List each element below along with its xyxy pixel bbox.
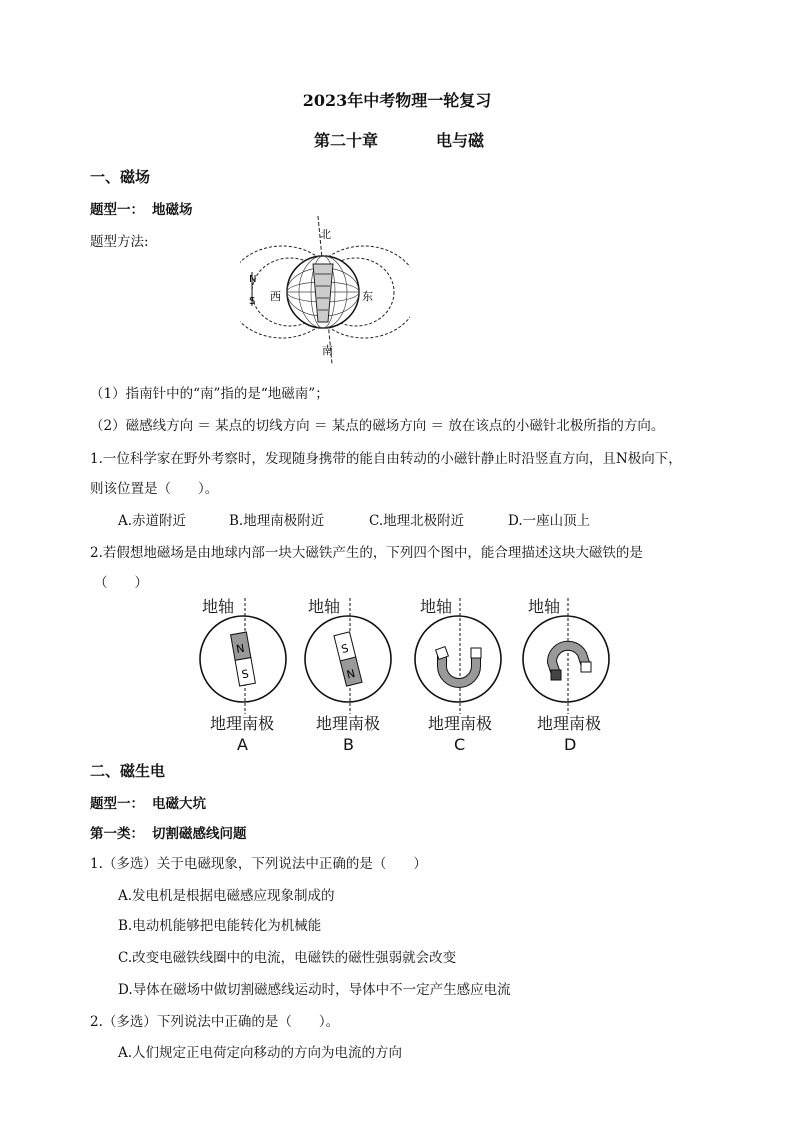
east-label: 东	[362, 290, 373, 303]
type-name: 地磁场	[152, 202, 193, 218]
pole-label-a: 地理南极	[210, 714, 275, 733]
south-label: 南	[322, 344, 333, 357]
chapter-title	[314, 128, 484, 151]
q2-line1: 2.若假想地磁场是由地球内部一块大磁铁产生的，下列四个图中，能合理描述这块大磁铁的是	[90, 545, 643, 561]
section2-heading: 二、磁生电	[90, 762, 166, 780]
q1-option-c: C.地理北极附近	[369, 513, 465, 529]
magnet-b-south: S	[340, 641, 350, 657]
q1-option-a: A.赤道附近	[118, 513, 187, 529]
compass-n-label: N	[249, 274, 257, 285]
letter-a: A	[237, 735, 248, 754]
geomagnetic-field-figure	[240, 214, 410, 374]
document-title: 2023年中考物理一轮复习	[302, 91, 492, 110]
magnet-a-south: S	[240, 667, 250, 682]
s2-q1-option-c: C.改变电磁铁线圈中的电流，电磁铁的磁性强弱就会改变	[118, 950, 457, 966]
method-label: 题型方法:	[90, 234, 149, 250]
type-label: 题型一：	[90, 202, 144, 218]
axis-label-b: 地轴	[308, 597, 341, 616]
question-type-heading	[90, 198, 193, 218]
letter-c: C	[454, 735, 466, 754]
q2-line2: （ ）	[94, 575, 148, 591]
note-1: （1）指南针中的“南”指的是“地磁南”；	[90, 386, 329, 402]
pole-label-b: 地理南极	[316, 714, 381, 733]
magnet-b-north: N	[345, 666, 357, 682]
q1-option-b: B.地理南极附近	[229, 513, 325, 529]
note-2: （2）磁感线方向 ＝ 某点的切线方向 ＝ 某点的磁场方向 ＝ 放在该点的小磁针北极所指的方向。	[90, 418, 665, 434]
axis-label-d: 地轴	[528, 597, 561, 616]
pole-label-d: 地理南极	[537, 714, 602, 733]
compass-s-label: S	[249, 296, 256, 307]
section2-type-name: 电磁大坑	[152, 796, 206, 812]
q1-option-d: D.一座山顶上	[508, 513, 591, 529]
chapter-name: 电与磁	[436, 131, 485, 150]
subtype-label: 第一类：	[90, 826, 144, 842]
s2-q1-option-a: A.发电机是根据电磁感应现象制成的	[118, 888, 335, 904]
axis-label-a: 地轴	[202, 597, 235, 616]
s2-q1-option-d: D.导体在磁场中做切割磁感线运动时，导体中不一定产生感应电流	[118, 982, 511, 998]
s2-q1-stem: 1.（多选）关于电磁现象，下列说法中正确的是（ ）	[90, 856, 427, 872]
magnet-a-north: N	[235, 641, 246, 656]
s2-q1-option-b: B.电动机能够把电能转化为机械能	[118, 918, 322, 934]
section1-heading: 一、磁场	[90, 168, 151, 186]
letter-b: B	[343, 735, 354, 754]
s2-q2-stem: 2.（多选）下列说法中正确的是（ ）。	[90, 1014, 340, 1030]
section2-type-label: 题型一：	[90, 796, 144, 812]
s2-q2-option-a: A.人们规定正电荷定向移动的方向为电流的方向	[118, 1045, 403, 1061]
chapter-number: 第二十章	[314, 131, 379, 150]
north-label: 北	[320, 228, 331, 241]
axis-label-c: 地轴	[420, 597, 453, 616]
subtype-heading	[90, 822, 247, 842]
q1-line2: 则该位置是（ ）。	[90, 481, 219, 497]
letter-d: D	[564, 735, 577, 754]
west-label: 西	[270, 290, 281, 303]
magnet-options-figure	[190, 592, 620, 754]
section2-type-heading	[90, 792, 206, 812]
subtype-name: 切割磁感线问题	[152, 826, 247, 842]
q1-line1: 1.一位科学家在野外考察时，发现随身携带的能自由转动的小磁针静止时沿竖直方向，且N极向下，	[90, 451, 682, 467]
pole-label-c: 地理南极	[428, 714, 493, 733]
